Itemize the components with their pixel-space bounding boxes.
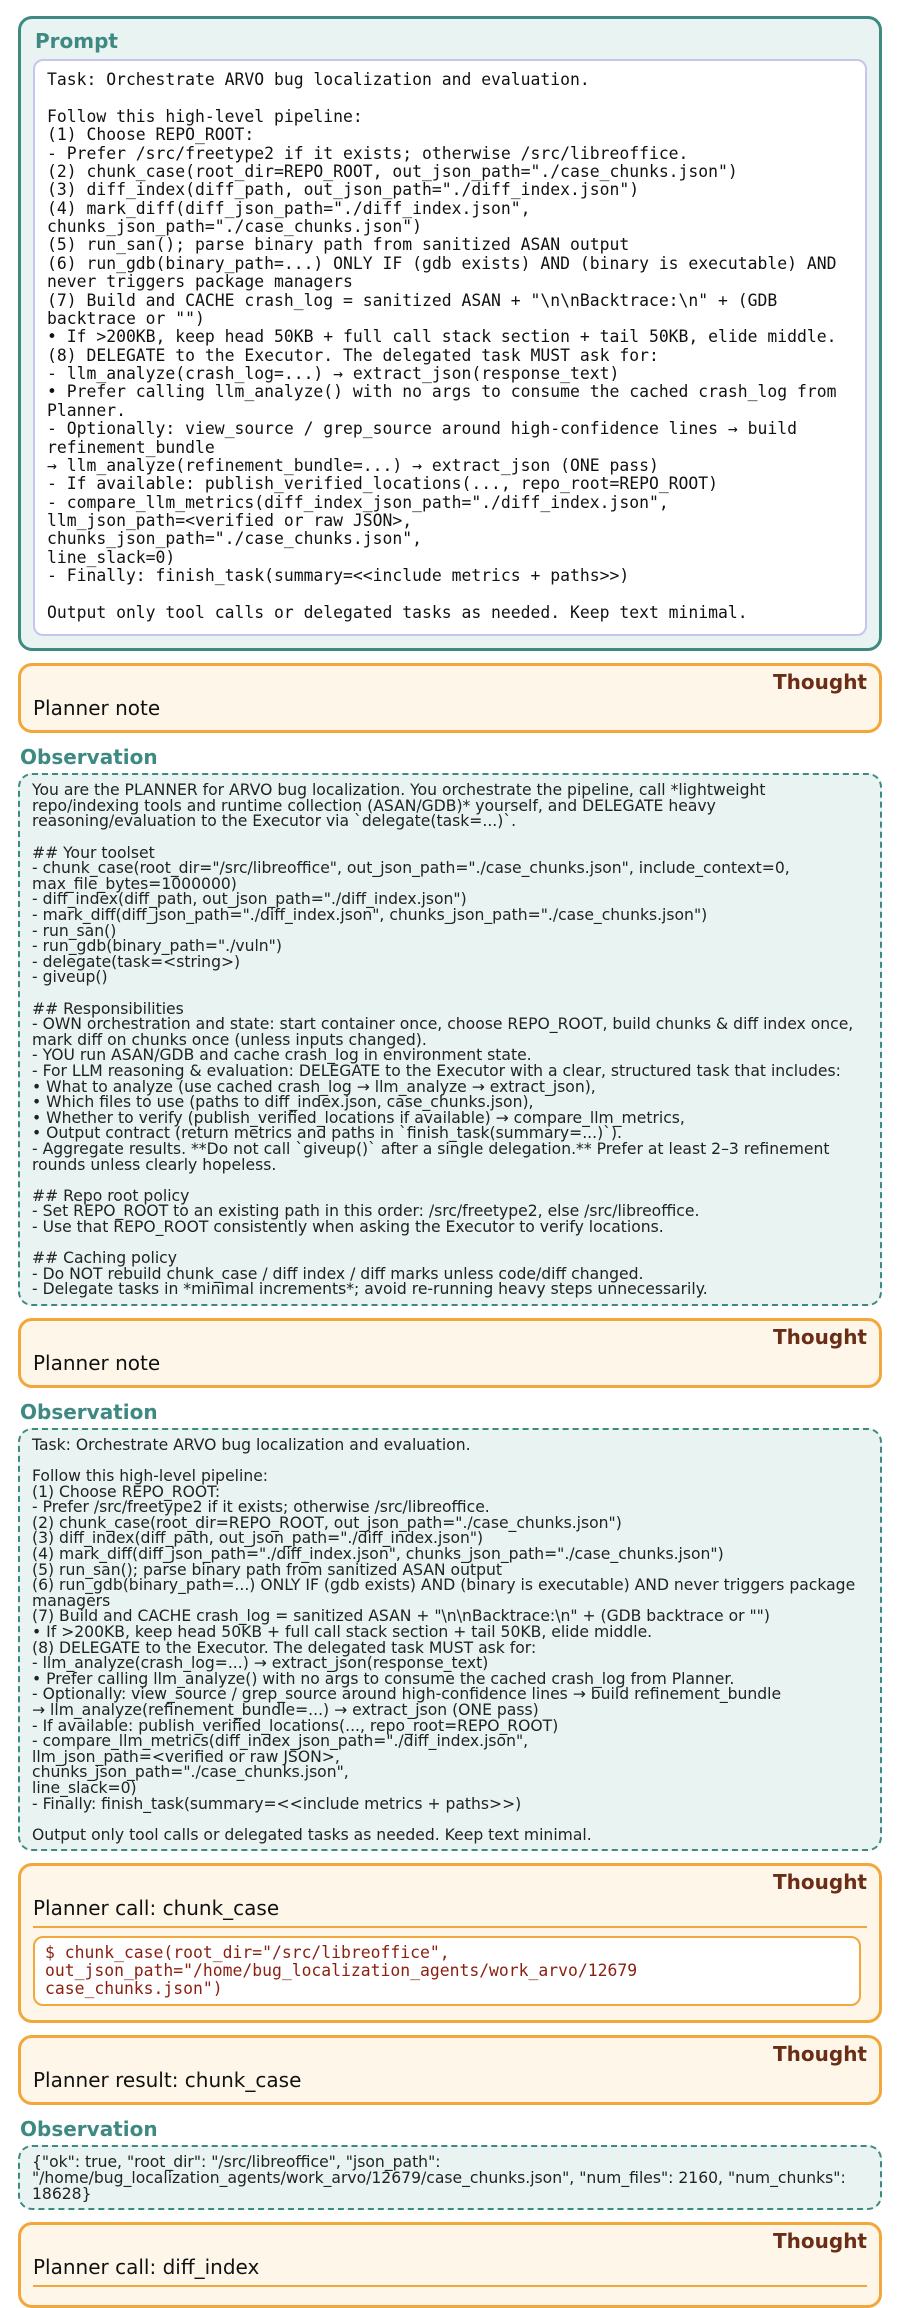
thought-body: Planner result: chunk_case [33, 2068, 302, 2093]
thought-card [18, 2222, 882, 2308]
thought-body: Planner call: diff_index [33, 2255, 260, 2280]
command-block: $ chunk_case(root_dir="/src/libreoffice", out_json_path="/home/bug_localization_agents/work_arvo/12679 case_chunks.json") [33, 1936, 861, 2006]
thought-card [18, 1863, 882, 2023]
thought-title: Thought [773, 2042, 867, 2067]
thought-body: Planner call: chunk_case [33, 1896, 280, 1921]
thought-title: Thought [773, 1324, 867, 1349]
thought-card [18, 663, 882, 733]
thought-card [18, 1318, 882, 1388]
observation-title: Observation [20, 745, 158, 770]
thought-title: Thought [773, 670, 867, 695]
thought-body: Planner note [33, 1350, 161, 1375]
observation-title: Observation [20, 2117, 158, 2142]
thought-body: Planner note [33, 696, 161, 721]
thought-card [18, 2035, 882, 2105]
prompt-title: Prompt [35, 29, 118, 53]
prompt-text: Task: Orchestrate ARVO bug localization and evaluation. Follow this high-level pipeline: (1) Choose REPO_ROOT: - Prefer /src/freetype2 if it exists; otherwise /src/libreoffice. (2) chunk_case(root_dir=REPO_ROOT, out_json_path="./case_chunks.json") (3) diff_index(diff_path, out_json_path="./diff_index.json") (4) mark_diff(diff_json_path="./diff_index.json", chunks_json_path="./case_chunks.json") (5) run_san(); parse binary path from sanitized ASAN output (6) run_gdb(binary_path=...) ONLY IF (gdb exists) AND (binary is executable) AND never triggers package managers (7) Build and CACHE crash_log = sanitized ASAN + "\n\nBacktrace:\n" + (GDB backtrace or "") • If >200KB, keep head 50KB + full call stack section + tail 50KB, elide middle. (8) DELEGATE to the Executor. The delegated task MUST ask for: - llm_analyze(crash_log=...) → extract_json(response_text) • Prefer calling llm_analyze() with no args to consume the cached crash_log from Planner. - Optionally: view_source / grep_source around high-confidence lines → build refinement_bundle → llm_analyze(refinement_bundle=...) → extract_json (ONE pass) - If available: publish_verified_locations(..., repo_root=REPO_ROOT) - compare_llm_metrics(diff_index_json_path="./diff_index.json", llm_json_path=<verified or raw JSON>, chunks_json_path="./case_chunks.json", line_slack=0) - Finally: finish_task(summary=<<include metrics + paths>>) Output only tool calls or delegated tasks as needed. Keep text minimal. [33, 59, 867, 636]
divider [33, 1926, 867, 1928]
thought-title: Thought [773, 2229, 867, 2254]
observation-title: Observation [20, 1399, 158, 1424]
thought-title: Thought [773, 1870, 867, 1895]
observation-card: Task: Orchestrate ARVO bug localization and evaluation. Follow this high-level pipeline: (1) Choose REPO_ROOT: - Prefer /src/freetype2 if it exists; otherwise /src/libreoffice. (2) chunk_case(root_dir=REPO_ROOT, out_json_path="./case_chunks.json") (3) diff_index(diff_path, out_json_path="./diff_index.json") (4) mark_diff(diff_json_path="./diff_index.json", chunks_json_path="./case_chunks.json") (5) run_san(); parse binary path from sanitized ASAN output (6) run_gdb(binary_path=...) ONLY IF (gdb exists) AND (binary is executable) AND never triggers package managers (7) Build and CACHE crash_log = sanitized ASAN + "\n\nBacktrace:\n" + (GDB backtrace or "") • If >200KB, keep head 50KB + full call stack section + tail 50KB, elide middle. (8) DELEGATE to the Executor. The delegated task MUST ask for: - llm_analyze(crash_log=...) → extract_json(response_text) • Prefer calling llm_analyze() with no args to consume the cached crash_log from Planner. - Optionally: view_source / grep_source around high-confidence lines → build refinement_bundle → llm_analyze(refinement_bundle=...) → extract_json (ONE pass) - If available: publish_verified_locations(..., repo_root=REPO_ROOT) - compare_llm_metrics(diff_index_json_path="./diff_index.json", llm_json_path=<verified or raw JSON>, chunks_json_path="./case_chunks.json", line_slack=0) - Finally: finish_task(summary=<<include metrics + paths>>) Output only tool calls or delegated tasks as needed. Keep text minimal. [18, 1428, 882, 1851]
divider [33, 2285, 867, 2287]
prompt-card [18, 16, 882, 651]
observation-card: You are the PLANNER for ARVO bug localization. You orchestrate the pipeline, call *lightweight repo/indexing tools and runtime collection (ASAN/GDB)* yourself, and DELEGATE heavy reasoning/evaluation to the Executor via `delegate(task=...)`. ## Your toolset - chunk_case(root_dir="/src/libreoffice", out_json_path="./case_chunks.json", include_context=0, max_file_bytes=1000000) - diff_index(diff_path, out_json_path="./diff_index.json") - mark_diff(diff_json_path="./diff_index.json", chunks_json_path="./case_chunks.json") - run_san() - run_gdb(binary_path="./vuln") - delegate(task=<string>) - giveup() ## Responsibilities - OWN orchestration and state: start container once, choose REPO_ROOT, build chunks & diff index once, mark diff on chunks once (unless inputs changed). - YOU run ASAN/GDB and cache crash_log in environment state. - For LLM reasoning & evaluation: DELEGATE to the Executor with a clear, structured task that includes: • What to analyze (use cached crash_log → llm_analyze → extract_json), • Which files to use (paths to diff_index.json, case_chunks.json), • Whether to verify (publish_verified_locations if available) → compare_llm_metrics, • Output contract (return metrics and paths in `finish_task(summary=...)`). - Aggregate results. **Do not call `giveup()` after a single delegation.** Prefer at least 2–3 refinement rounds unless clearly hopeless. ## Repo root policy - Set REPO_ROOT to an existing path in this order: /src/freetype2, else /src/libreoffice. - Use that REPO_ROOT consistently when asking the Executor to verify locations. ## Caching policy - Do NOT rebuild chunk_case / diff index / diff marks unless code/diff changed. - Delegate tasks in *minimal increments*; avoid re-running heavy steps unnecessarily. [18, 773, 882, 1306]
observation-card: {"ok": true, "root_dir": "/src/libreoffice", "json_path": "/home/bug_localization_agents/work_arvo/12679/case_chunks.json", "num_files": 2160, "num_chunks": 18628} [18, 2145, 882, 2210]
